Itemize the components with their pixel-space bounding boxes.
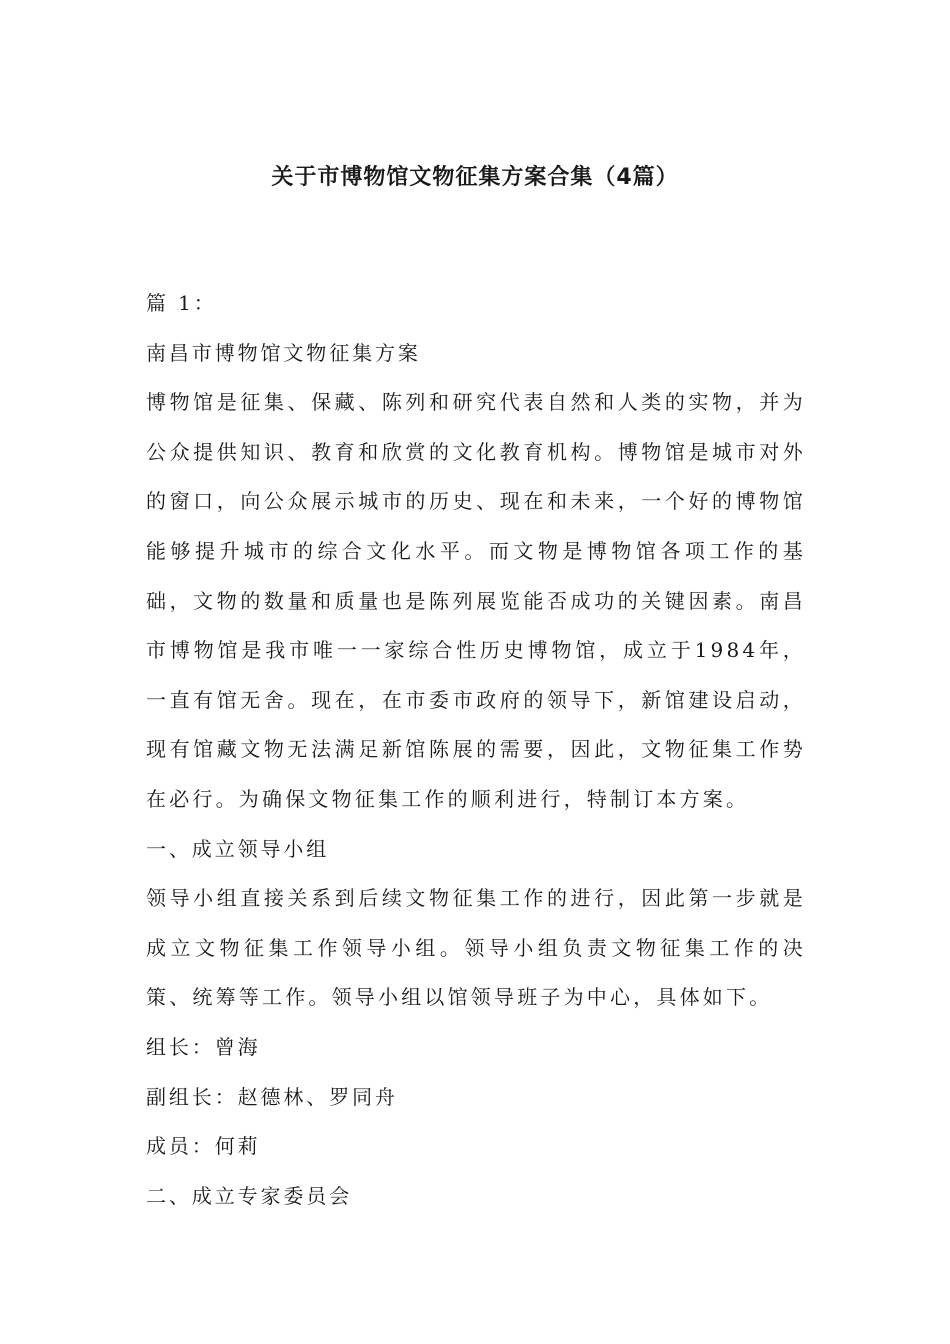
section-label: 篇 1： — [146, 291, 217, 315]
leading-group-paragraph: 领导小组直接关系到后续文物征集工作的进行，因此第一步就是成立文物征集工作领导小组。领导小组负责文物征集工作的决策、统筹等工作。领导小组以馆领导班子为中心，具体如下。 — [146, 886, 806, 1010]
deputy-leader-line: 副组长：赵德林、罗同舟 — [146, 1084, 398, 1109]
document-body — [146, 279, 806, 1221]
group-leader-line: 组长：曾海 — [146, 1034, 261, 1059]
member-line: 成员：何莉 — [146, 1134, 261, 1159]
heading-expert-committee: 二、成立专家委员会 — [146, 1183, 353, 1208]
heading-leading-group: 一、成立领导小组 — [146, 836, 330, 861]
intro-paragraph: 博物馆是征集、保藏、陈列和研究代表自然和人类的实物，并为公众提供知识、教育和欣赏的文化教育机构。博物馆是城市对外的窗口，向公众展示城市的历史、现在和未来，一个好的博物馆能够提升城市的综合文化水平。而文物是博物馆各项工作的基础，文物的数量和质量也是陈列展览能否成功的关键因素。南昌市博物馆是我市唯一一家综合性历史博物馆，成立于1984年，一直有馆无舍。现在，在市委市政府的领导下，新馆建设启动，现有馆藏文物无法满足新馆陈展的需要，因此，文物征集工作势在必行。为确保文物征集工作的顺利进行，特制订本方案。 — [146, 390, 806, 811]
document-title: 关于市博物馆文物征集方案合集（4篇） — [271, 165, 679, 190]
article-title: 南昌市博物馆文物征集方案 — [146, 340, 421, 365]
